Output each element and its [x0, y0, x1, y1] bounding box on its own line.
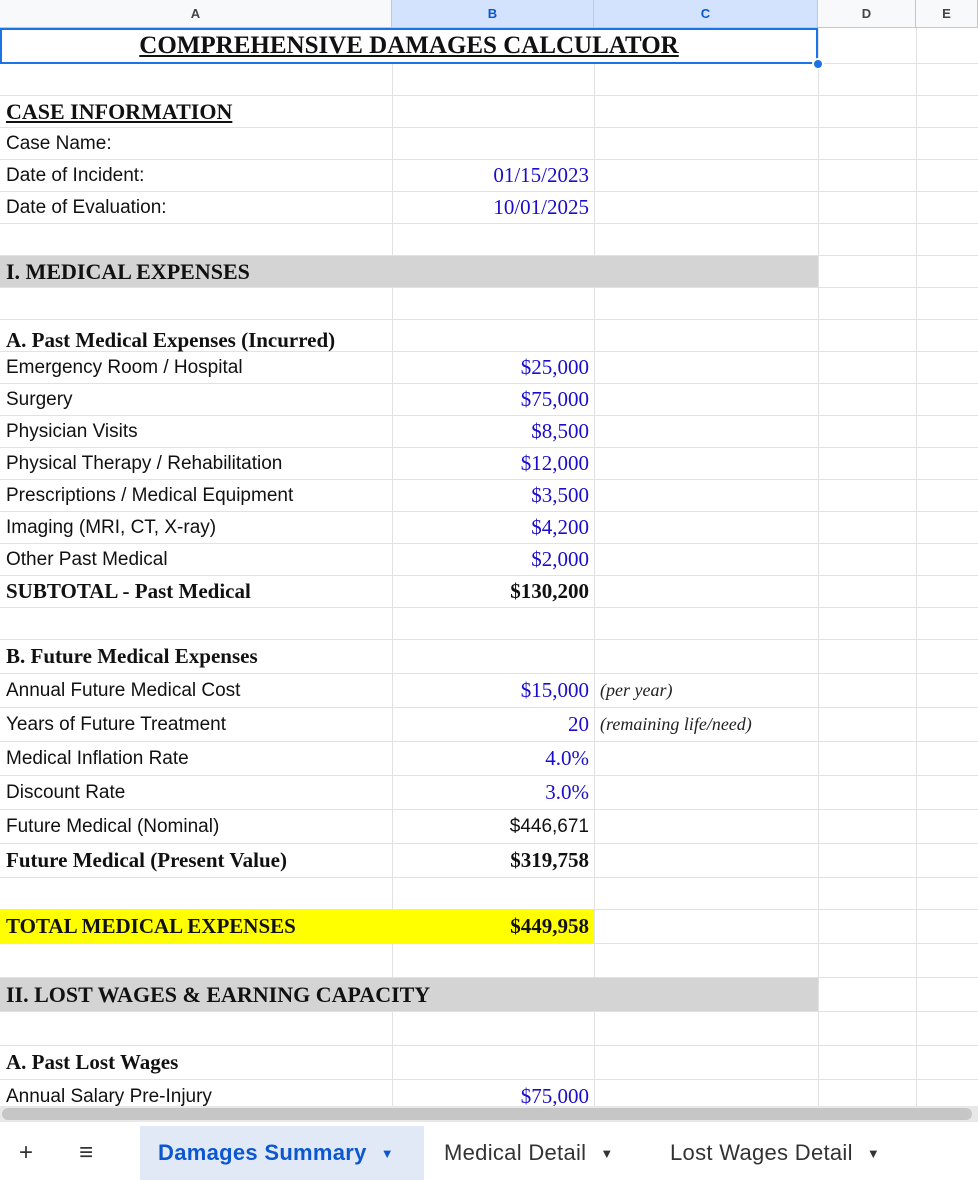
date-eval-value: 10/01/2025: [493, 195, 589, 219]
empty-row: [0, 288, 978, 320]
years-note: (remaining life/need): [600, 714, 752, 734]
past-item-value: $12,000: [520, 451, 589, 475]
column-header-b[interactable]: B: [392, 0, 594, 28]
past-item-cell[interactable]: [392, 448, 594, 479]
column-header-d[interactable]: D: [818, 0, 916, 28]
past-item-value: $4,200: [531, 515, 589, 539]
medical-header: I. MEDICAL EXPENSES: [6, 258, 250, 284]
empty-row: [0, 608, 978, 640]
salary-row: [0, 1080, 978, 1106]
empty-row: [0, 64, 978, 96]
past-wages-header: A. Past Lost Wages: [6, 1050, 179, 1074]
case-name-label: Case Name:: [6, 132, 112, 154]
tab-medical-detail[interactable]: [426, 1126, 652, 1180]
years-value: 20: [568, 712, 589, 736]
past-wages-header-row: [0, 1046, 978, 1080]
date-incident-row: [0, 160, 978, 192]
past-item-label: Imaging (MRI, CT, X-ray): [6, 516, 217, 538]
inflation-cell[interactable]: [392, 742, 594, 775]
date-eval-label: Date of Evaluation:: [6, 196, 167, 218]
salary-label: Annual Salary Pre-Injury: [6, 1085, 212, 1106]
tab-label: Lost Wages Detail: [670, 1140, 853, 1165]
past-item-cell[interactable]: [392, 352, 594, 383]
nominal-value: $446,671: [509, 815, 589, 837]
past-item-label: Physician Visits: [6, 420, 138, 442]
empty-row: [0, 878, 978, 910]
past-item-row: [0, 352, 978, 384]
wages-header: II. LOST WAGES & EARNING CAPACITY: [6, 981, 431, 1007]
discount-cell[interactable]: [392, 776, 594, 809]
future-medical-header: B. Future Medical Expenses: [6, 644, 258, 668]
annual-cost-row: [0, 674, 978, 708]
past-item-cell[interactable]: [392, 480, 594, 511]
past-item-label: Prescriptions / Medical Equipment: [6, 484, 294, 506]
annual-cost-note: (per year): [600, 680, 673, 700]
sheet-grid: [0, 28, 978, 1106]
past-subtotal-row: [0, 576, 978, 608]
inflation-row: [0, 742, 978, 776]
nominal-row: [0, 810, 978, 844]
title-row: [0, 28, 978, 64]
tab-damages-summary[interactable]: [140, 1126, 424, 1180]
sheet-title: COMPREHENSIVE DAMAGES CALCULATOR: [139, 32, 679, 59]
empty-row: [0, 224, 978, 256]
past-item-cell[interactable]: [392, 544, 594, 575]
past-item-value: $8,500: [531, 419, 589, 443]
title-cell[interactable]: [0, 28, 818, 64]
medical-header-row: [0, 256, 978, 288]
chevron-down-icon[interactable]: ▼: [380, 1145, 394, 1161]
past-item-cell[interactable]: [392, 416, 594, 447]
case-name-value[interactable]: [392, 128, 594, 159]
pv-value: $319,758: [510, 848, 589, 872]
past-subtotal-label: SUBTOTAL - Past Medical: [6, 579, 251, 603]
salary-value: $75,000: [520, 1084, 589, 1106]
annual-cost-value: $15,000: [520, 678, 589, 702]
total-medical-value: $449,958: [510, 914, 589, 938]
date-incident-value: 01/15/2023: [493, 163, 589, 187]
past-item-cell[interactable]: [392, 384, 594, 415]
salary-cell[interactable]: [392, 1080, 594, 1106]
past-medical-header: A. Past Medical Expenses (Incurred): [6, 327, 336, 352]
nominal-cell[interactable]: [392, 810, 594, 843]
date-incident-cell[interactable]: [392, 160, 594, 191]
all-sheets-menu-icon[interactable]: ≡: [78, 1139, 93, 1166]
case-name-row: [0, 128, 978, 160]
future-medical-header-row: [0, 640, 978, 674]
past-item-row: [0, 480, 978, 512]
past-item-value: $2,000: [531, 547, 589, 571]
pv-cell[interactable]: [392, 844, 594, 877]
discount-label: Discount Rate: [6, 781, 126, 803]
chevron-down-icon[interactable]: ▼: [600, 1145, 614, 1161]
date-eval-row: [0, 192, 978, 224]
tab-lost-wages-detail[interactable]: [652, 1126, 912, 1180]
nominal-label: Future Medical (Nominal): [6, 815, 220, 837]
past-item-row: [0, 544, 978, 576]
years-label: Years of Future Treatment: [6, 713, 227, 735]
scrollbar-thumb[interactable]: [2, 1108, 972, 1120]
pv-label: Future Medical (Present Value): [6, 848, 287, 872]
column-header-e[interactable]: E: [916, 0, 978, 28]
past-item-label: Emergency Room / Hospital: [6, 356, 243, 378]
past-item-row: [0, 384, 978, 416]
pv-row: [0, 844, 978, 878]
past-item-value: $75,000: [520, 387, 589, 411]
past-item-row: [0, 448, 978, 480]
tab-label: Damages Summary: [158, 1140, 367, 1165]
chevron-down-icon[interactable]: ▼: [866, 1145, 880, 1161]
discount-value: 3.0%: [545, 780, 589, 804]
add-sheet-icon[interactable]: +: [18, 1139, 33, 1166]
past-item-label: Physical Therapy / Rehabilitation: [6, 452, 283, 474]
annual-cost-cell[interactable]: [392, 674, 594, 707]
total-medical-label: TOTAL MEDICAL EXPENSES: [6, 914, 296, 938]
past-subtotal-value: $130,200: [510, 579, 589, 603]
total-medical-row: [0, 910, 978, 944]
past-item-label: Surgery: [6, 388, 73, 410]
past-subtotal-cell[interactable]: [392, 576, 594, 607]
inflation-value: 4.0%: [545, 746, 589, 770]
years-row: [0, 708, 978, 742]
discount-row: [0, 776, 978, 810]
empty-row: [0, 1012, 978, 1046]
date-eval-cell[interactable]: [392, 192, 594, 223]
past-item-value: $25,000: [520, 355, 589, 379]
tab-label: Medical Detail: [444, 1140, 587, 1165]
past-item-value: $3,500: [531, 483, 589, 507]
date-incident-label: Date of Incident:: [6, 164, 145, 186]
wages-header-row: [0, 978, 978, 1012]
empty-row: [0, 944, 978, 978]
past-item-cell[interactable]: [392, 512, 594, 543]
past-item-row: [0, 416, 978, 448]
total-medical-value-cell[interactable]: [392, 910, 594, 943]
case-info-header-row: [0, 96, 978, 128]
inflation-label: Medical Inflation Rate: [6, 747, 189, 769]
past-item-row: [0, 512, 978, 544]
annual-cost-label: Annual Future Medical Cost: [6, 679, 241, 701]
case-info-header: CASE INFORMATION: [6, 98, 233, 124]
column-header-c[interactable]: C: [594, 0, 818, 28]
past-item-label: Other Past Medical: [6, 548, 168, 570]
years-cell[interactable]: [392, 708, 594, 741]
column-header-a[interactable]: A: [0, 0, 392, 28]
